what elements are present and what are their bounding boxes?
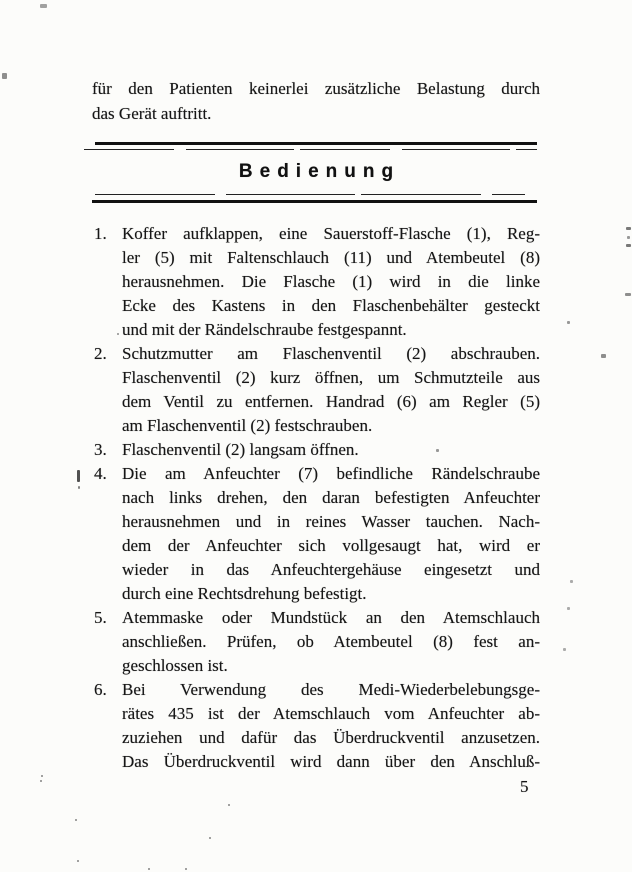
item-number: 5. [94,608,107,627]
item-number: 6. [94,680,107,699]
text-line: Bei Verwendung des Medi-Wiederbelebungsge- [122,680,540,699]
text-line: Schutzmutter am Flaschenventil (2) abschrauben. [122,344,540,363]
item-text [122,606,540,678]
section-heading: Bedienung [238,161,401,182]
scan-speck [77,860,79,862]
text-line: durch eine Rechtsdrehung befestigt. [122,584,367,603]
text-line: Das Überdruckventil wird dann über den Anschluß- [122,752,540,771]
heading-rule-top-thick [95,142,537,145]
text-line: herausnehmen und in reines Wasser tauchen. Nach- [122,512,540,531]
text-line: und mit der Rändelschraube festgespannt. [122,320,407,339]
heading-rule-bottom-thick [92,200,537,203]
text-line: wieder in das Anfeuchtergehäuse eingesetzt und [122,560,540,579]
text-line: Flaschenventil (2) kurz öffnen, um Schmutzteile aus [122,368,540,387]
item-number: 3. [94,440,107,459]
text-line: Koffer aufklappen, eine Sauerstoff-Flasche (1), Reg- [122,224,540,243]
scan-speck [626,227,631,230]
list-item-6 [92,678,540,774]
instruction-list [92,222,540,774]
list-item-4 [92,462,540,606]
scan-speck [75,819,77,821]
scan-speck [601,354,606,358]
scan-speck [570,580,573,583]
scan-speck [567,607,570,610]
text-line: für den Patienten keinerlei zusätzliche Belastung durch [92,79,540,98]
scan-speck [2,73,7,79]
item-number: 2. [94,344,107,363]
text-line: anschließen. Prüfen, ob Atembeutel (8) fest an- [122,632,540,651]
list-item-1 [92,222,540,342]
item-text [122,438,540,462]
text-line: dem Ventil zu entfernen. Handrad (6) am Regler (5) [122,392,540,411]
scan-speck [625,293,631,296]
item-text [122,342,540,438]
scan-speck [626,244,631,247]
heading-rule-bottom-thin [95,194,525,195]
item-text [122,678,540,774]
scan-speck [40,780,42,782]
text-line: geschlossen ist. [122,656,228,675]
text-line: Die am Anfeuchter (7) befindliche Rändelschraube [122,464,540,483]
scan-speck [78,486,80,489]
scan-speck [228,804,230,806]
scan-speck [40,4,47,8]
scan-speck [436,449,439,452]
scan-speck [563,648,566,651]
scan-speck [77,470,80,482]
text-line: nach links drehen, den daran befestigten Anfeuchter [122,488,540,507]
scan-speck [148,868,150,870]
list-item-5 [92,606,540,678]
scan-speck [209,837,211,839]
text-line: herausnehmen. Die Flasche (1) wird in die linke [122,272,540,291]
text-line: ler (5) mit Faltenschlauch (11) und Atembeutel (8) [122,248,540,267]
text-line: Flaschenventil (2) langsam öffnen. [122,440,359,459]
scan-speck [567,321,570,324]
text-line: am Flaschenventil (2) festschrauben. [122,416,373,435]
page-number: 5 [520,777,529,796]
text-line: Atemmaske oder Mundstück an den Atemschlauch [122,608,540,627]
text-line: das Gerät auftritt. [92,104,212,123]
text-line: dem der Anfeuchter sich vollgesaugt hat, wird er [122,536,540,555]
scan-speck [627,236,630,239]
text-line: rätes 435 ist der Atemschlauch vom Anfeuchter ab- [122,704,540,723]
list-item-2 [92,342,540,438]
text-line: zuziehen und dafür das Überdruckventil anzusetzen. [122,728,540,747]
scan-speck [41,775,43,777]
scan-speck [185,868,187,870]
item-number: 1. [94,224,107,243]
list-item-3 [92,438,540,462]
heading-rule-top-thin [84,149,537,150]
intro-paragraph [92,76,540,126]
scan-speck [433,310,435,312]
scan-speck [117,333,119,335]
item-text [122,222,540,342]
text-line: Ecke des Kastens in den Flaschenbehälter gesteckt [122,296,540,315]
item-number: 4. [94,464,107,483]
item-text [122,462,540,606]
